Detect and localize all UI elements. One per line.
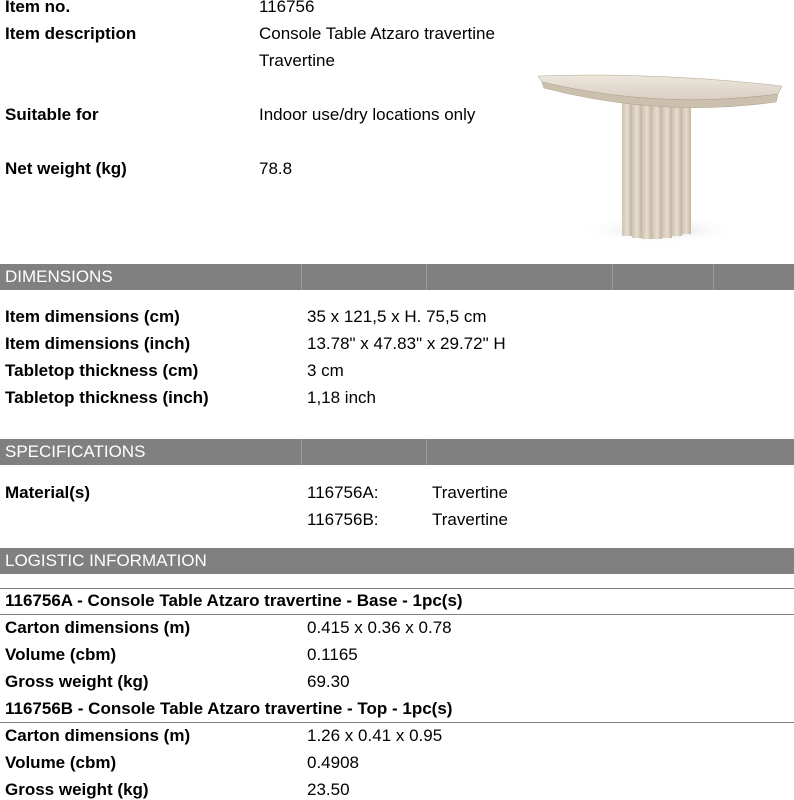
item-no-label: Item no.: [5, 0, 71, 16]
net-weight-label: Net weight (kg): [5, 159, 127, 178]
material-code: 116756B:: [307, 510, 379, 529]
item-description-line1: Console Table Atzaro travertine: [259, 24, 495, 43]
dimension-value: 3 cm: [307, 361, 344, 380]
logistic-label: Carton dimensions (m): [5, 618, 191, 637]
logistic-value: 23.50: [307, 780, 350, 799]
materials-label: Material(s): [5, 483, 91, 502]
dimension-value: 1,18 inch: [307, 388, 376, 407]
logistic-value: 69.30: [307, 672, 350, 691]
item-description-label: Item description: [5, 24, 137, 43]
pedestal: [622, 96, 691, 239]
suitable-for-value: Indoor use/dry locations only: [259, 105, 476, 124]
logistic-label: Volume (cbm): [5, 753, 117, 772]
band-divider: [426, 264, 427, 290]
logistic-label: Gross weight (kg): [5, 672, 149, 691]
logistic-header-label: LOGISTIC INFORMATION: [5, 551, 207, 570]
package-title: 116756B - Console Table Atzaro travertine - Top - 1pc(s): [5, 699, 453, 718]
divider: [0, 588, 794, 589]
logistic-header: [0, 548, 794, 574]
package-title: 116756A - Console Table Atzaro travertine - Base - 1pc(s): [5, 591, 463, 610]
divider: [0, 722, 794, 723]
item-no-value: 116756: [259, 0, 315, 16]
dimension-label: Item dimensions (inch): [5, 334, 191, 353]
band-divider: [612, 264, 613, 290]
material-code: 116756A:: [307, 483, 379, 502]
dimensions-header: [0, 264, 794, 290]
material-name: Travertine: [432, 510, 508, 529]
logistic-value: 0.415 x 0.36 x 0.78: [307, 618, 452, 637]
dimension-label: Tabletop thickness (cm): [5, 361, 199, 380]
band-divider: [301, 264, 302, 290]
dimension-label: Item dimensions (cm): [5, 307, 180, 326]
logistic-value: 1.26 x 0.41 x 0.95: [307, 726, 443, 745]
dimension-label: Tabletop thickness (inch): [5, 388, 209, 407]
band-divider: [301, 439, 302, 465]
dimension-value: 13.78" x 47.83" x 29.72" H: [307, 334, 506, 353]
logistic-value: 0.1165: [307, 645, 358, 664]
tabletop: [538, 75, 782, 107]
suitable-for-label: Suitable for: [5, 105, 99, 124]
net-weight-value: 78.8: [259, 159, 293, 178]
logistic-label: Volume (cbm): [5, 645, 117, 664]
dimension-value: 35 x 121,5 x H. 75,5 cm: [307, 307, 487, 326]
specifications-header: [0, 439, 794, 465]
material-name: Travertine: [432, 483, 508, 502]
logistic-label: Carton dimensions (m): [5, 726, 191, 745]
dimensions-header-label: DIMENSIONS: [5, 267, 113, 286]
logistic-label: Gross weight (kg): [5, 780, 149, 799]
band-divider: [426, 439, 427, 465]
logistic-value: 0.4908: [307, 753, 359, 772]
divider: [0, 614, 794, 615]
band-divider: [713, 264, 714, 290]
product-image: [530, 60, 790, 250]
specifications-header-label: SPECIFICATIONS: [5, 442, 146, 461]
item-description-line2: Travertine: [259, 51, 335, 70]
